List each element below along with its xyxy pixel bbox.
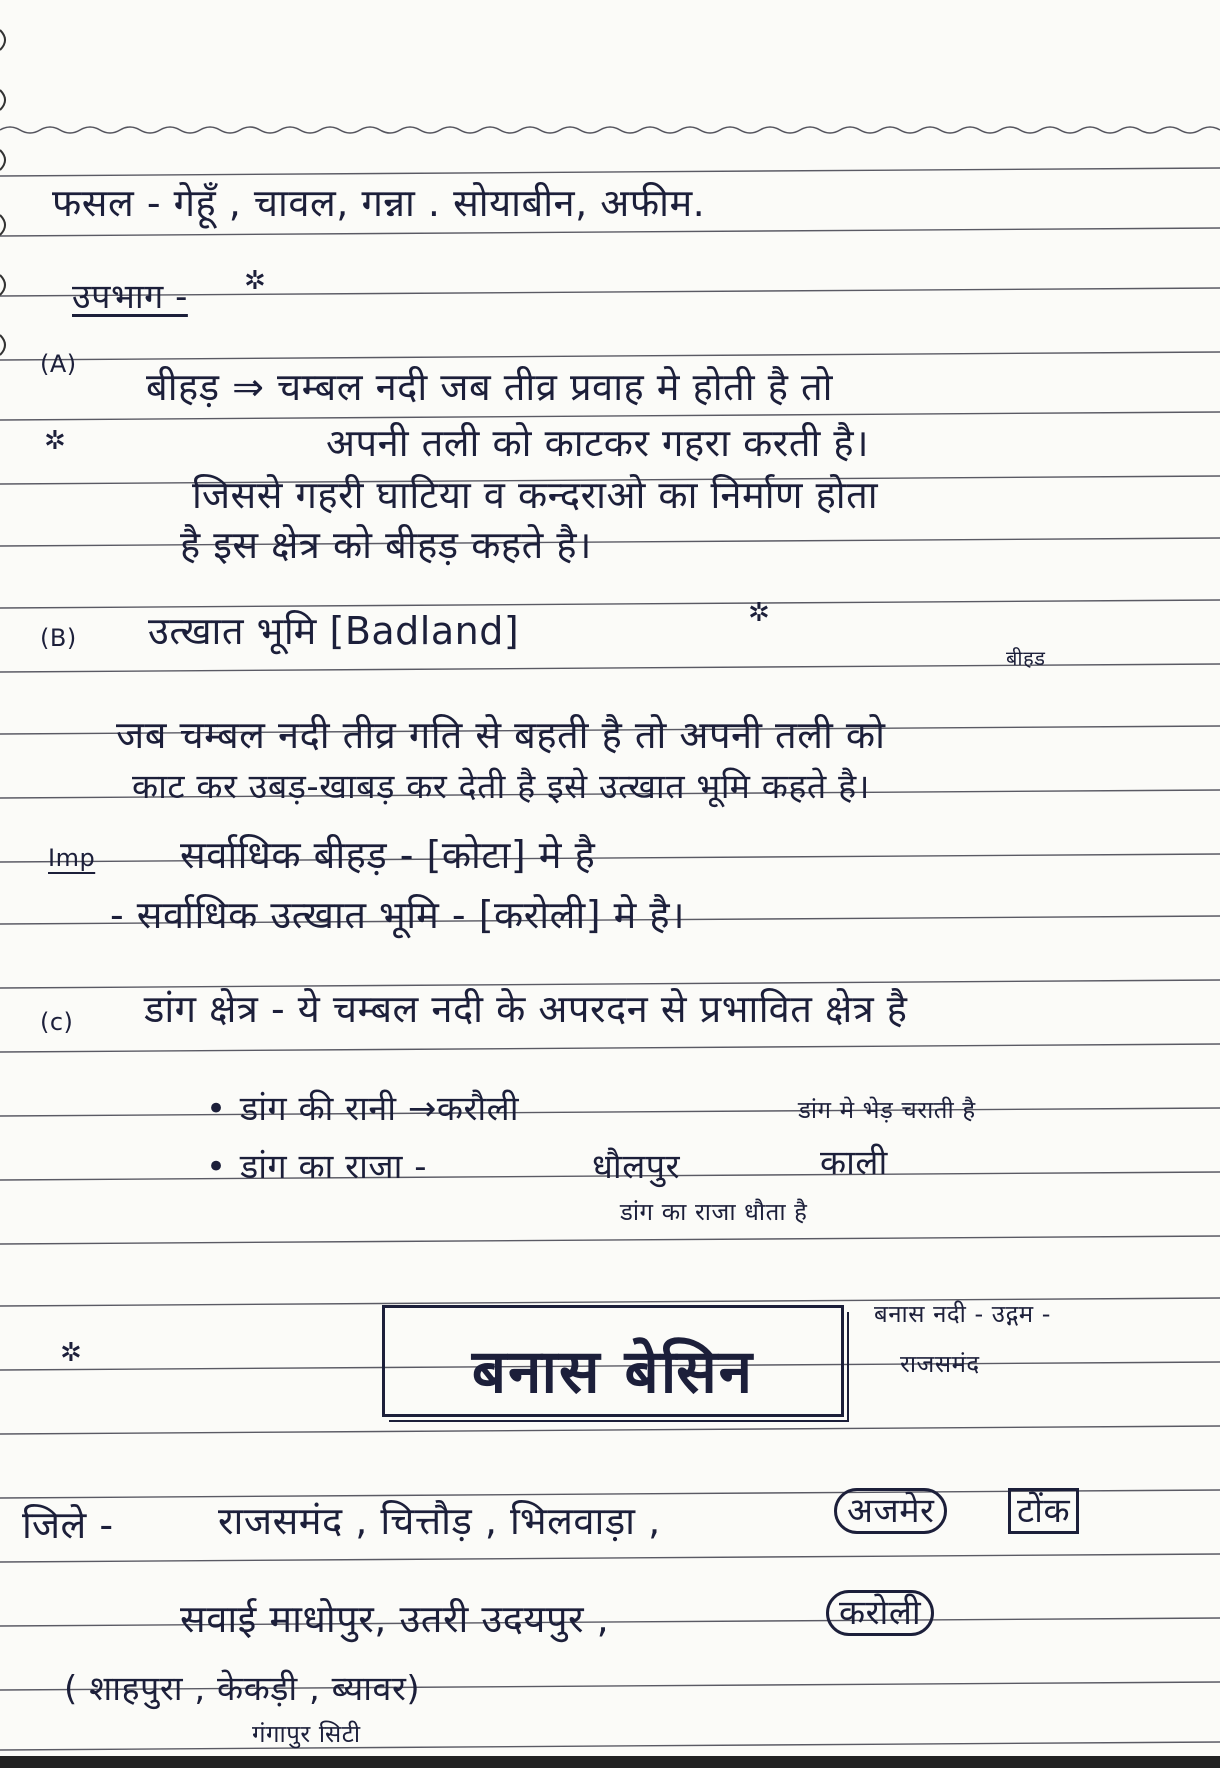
districts-line-4: गंगापुर सिटी xyxy=(252,1720,361,1748)
banas-basin-box xyxy=(382,1305,844,1417)
banas-basin-title: बनास बेसिन xyxy=(471,1337,755,1407)
dang-queen-line: डांग की रानी →करौली xyxy=(240,1089,520,1129)
dang-king-note: काली xyxy=(820,1143,888,1183)
districts-line-3: ( शाहपुरा , केकड़ी , ब्यावर) xyxy=(64,1669,421,1709)
list-bullet-raja: • xyxy=(206,1147,227,1187)
dang-queen-note: डांग मे भेड़ चराती है xyxy=(798,1096,976,1124)
badlands-line-1: बीहड़ ⇒ चम्बल नदी जब तीव्र प्रवाह मे होती है तो xyxy=(146,365,833,409)
star-icon: ✲ xyxy=(244,266,267,296)
badlands-line-4: है इस क्षेत्र को बीहड़ कहते है। xyxy=(180,523,592,567)
star-icon: ✲ xyxy=(748,598,771,628)
star-icon: ✲ xyxy=(44,426,67,456)
dang-king-line: डांग का राजा - xyxy=(240,1147,427,1187)
dang-region-line: डांग क्षेत्र - ये चम्बल नदी के अपरदन से प्रभावित क्षेत्र है xyxy=(144,987,908,1031)
binding-holes xyxy=(0,0,20,1768)
ravine-land-line-2: काट कर उबड़-खाबड़ कर देती है इसे उत्खात भूमि कहते है। xyxy=(132,767,871,807)
districts-line-1: राजसमंद , चित्तौड़ , भिलवाड़ा , xyxy=(218,1499,661,1543)
star-icon: ✲ xyxy=(60,1338,83,1368)
important-line-2: - सर्वाधिक उत्खात भूमि - [करोली] मे है। xyxy=(110,893,685,937)
list-bullet-rani: • xyxy=(206,1089,227,1129)
dang-king-value: धौलपुर xyxy=(592,1147,680,1187)
important-label: Imp xyxy=(48,844,96,872)
important-line-1: सर्वाधिक बीहड़ - [कोटा] मे है xyxy=(180,833,596,877)
section-b-label: (B) xyxy=(40,624,77,652)
district-karoli: करोली xyxy=(826,1596,934,1630)
banas-origin-place: राजसमंद xyxy=(900,1350,980,1378)
badlands-line-3: जिससे गहरी घाटिया व कन्दराओ का निर्माण होता xyxy=(192,473,879,517)
ravine-land-line-1: जब चम्बल नदी तीव्र गति से बहती है तो अपनी तली को xyxy=(116,713,886,757)
banas-origin-note: बनास नदी - उद्गम - xyxy=(874,1300,1051,1328)
district-ajmer: अजमेर xyxy=(834,1494,947,1528)
badlands-line-2: अपनी तली को काटकर गहरा करती है। xyxy=(326,421,869,465)
crops-line: फसल - गेहूँ , चावल, गन्ना . सोयाबीन, अफीम. xyxy=(52,181,706,225)
ravine-land-heading: उत्खात भूमि [Badland] xyxy=(148,609,520,653)
section-a-label: (A) xyxy=(40,350,77,378)
districts-line-2: सवाई माधोपुर, उतरी उदयपुर , xyxy=(180,1597,610,1641)
side-note-beehad: बीहड xyxy=(1006,646,1046,670)
dang-king-note-2: डांग का राजा धौता है xyxy=(620,1198,808,1226)
section-c-label: (c) xyxy=(40,1008,74,1036)
districts-label: जिले - xyxy=(22,1503,114,1547)
subdivision-heading: उपभाग - xyxy=(72,277,188,317)
district-tonk: टोंक xyxy=(1008,1494,1079,1528)
